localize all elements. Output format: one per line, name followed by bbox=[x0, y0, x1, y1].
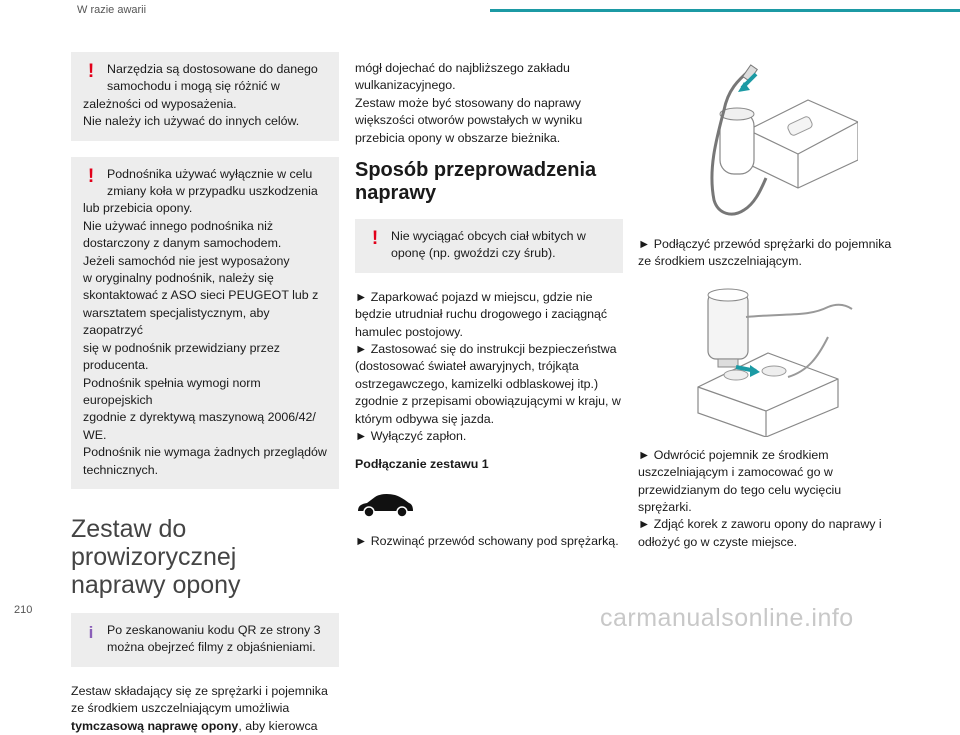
car-silhouette-icon bbox=[355, 489, 415, 519]
warning-line: zależności od wyposażenia. bbox=[83, 96, 237, 111]
step-line: którym odbywa się jazda. bbox=[355, 411, 495, 426]
section-heading-procedure bbox=[355, 159, 623, 205]
exclamation-icon: ! bbox=[371, 228, 379, 250]
exclamation-icon: ! bbox=[87, 61, 95, 82]
column-1 bbox=[71, 52, 339, 735]
section-title: W razie awarii bbox=[77, 4, 147, 16]
warning-line: technicznych. bbox=[83, 462, 159, 477]
warning-line: oponę (np. gwoździ czy śrub). bbox=[391, 246, 556, 261]
compressor-hose-illustration bbox=[658, 60, 858, 220]
text-line: wulkanizacyjnego. bbox=[355, 78, 456, 93]
warning-line: samochodu i mogą się różnić w bbox=[107, 79, 280, 94]
intro-line-last bbox=[71, 718, 339, 735]
warning-line: zgodnie z dyrektywą maszynową 2006/42/ bbox=[83, 410, 316, 425]
heading-line: naprawy bbox=[355, 182, 437, 205]
intro-line: Zestaw składający się ze sprężarki i pojemnika bbox=[71, 683, 328, 698]
info-line: Po zeskanowaniu kodu QR ze strony 3 bbox=[107, 622, 321, 637]
text-line: większości otworów powstałych w wyniku bbox=[355, 113, 583, 128]
text-line: mógł dojechać do najbliższego zakładu bbox=[355, 61, 570, 75]
canister-mount-illustration bbox=[678, 287, 878, 437]
warning-line: WE. bbox=[83, 427, 107, 442]
info-icon: i bbox=[88, 622, 94, 642]
warning-line: Podnośnik nie wymaga żadnych przeglądów bbox=[83, 445, 327, 460]
steps-list bbox=[355, 289, 623, 446]
column-2 bbox=[355, 60, 623, 550]
header-accent-bar bbox=[490, 9, 960, 12]
warning-line: Nie należy ich używać do innych celów. bbox=[83, 114, 300, 129]
step-line: przewidzianym do tego celu wycięciu sprężarki. bbox=[638, 482, 842, 515]
text-line: przebicia opony w obszarze bieżnika. bbox=[355, 130, 561, 145]
step-line: uszczelniającym i zamocować go w bbox=[638, 465, 833, 480]
step-line: zgodnie z przepisami obowiązującymi w kraju, w bbox=[355, 394, 621, 409]
step-line: ► Odwrócić pojemnik ze środkiem bbox=[638, 447, 829, 462]
page-number: 210 bbox=[14, 604, 33, 616]
step-block-1 bbox=[638, 236, 898, 271]
warning-line: lub przebicia opony. bbox=[83, 201, 193, 216]
step-line: (dostosować świateł awaryjnych, trójkąta bbox=[355, 359, 579, 374]
step-line: ► Rozwinąć przewód schowany pod sprężarką. bbox=[355, 533, 619, 548]
step-line: ► Podłączyć przewód sprężarki do pojemnika bbox=[638, 237, 892, 251]
step-block-2 bbox=[638, 447, 898, 551]
step-line: hamulec postojowy. bbox=[355, 324, 463, 339]
heading-line: naprawy opony bbox=[71, 570, 241, 599]
warning-line: zmiany koła w przypadku uszkodzenia bbox=[107, 184, 318, 199]
warning-line: Nie wyciągać obcych ciał wbitych w bbox=[391, 229, 586, 244]
info-line: można obejrzeć filmy z objaśnieniami. bbox=[107, 640, 316, 655]
step-line: ► Zastosować się do instrukcji bezpieczeństwa bbox=[355, 342, 617, 357]
heading-line: Sposób przeprowadzenia bbox=[355, 159, 597, 182]
warning-line: Nie używać innego podnośnika niż bbox=[83, 218, 274, 233]
warning-line: warsztatem specjalistycznym, aby zaopatrzyć bbox=[83, 305, 270, 338]
warning-line: dostarczony z danym samochodem. bbox=[83, 236, 282, 251]
warning-line: Jeżeli samochód nie jest wyposażony bbox=[83, 253, 290, 268]
intro-continued bbox=[355, 60, 623, 147]
heading-line: Zestaw do prowizorycznej bbox=[71, 514, 237, 571]
step-line: ostrzegawczego, kamizelki odblaskowej itp.) bbox=[355, 376, 599, 391]
intro-line: ze środkiem uszczelniającym umożliwia bbox=[71, 701, 290, 716]
warning-line: Narzędzia są dostosowane do danego bbox=[107, 62, 318, 76]
step-line: ze środkiem uszczelniającym. bbox=[638, 254, 802, 269]
section-heading-repair-kit bbox=[71, 515, 339, 599]
step-line: odłożyć go w czyste miejsce. bbox=[638, 534, 798, 549]
exclamation-icon: ! bbox=[87, 165, 95, 187]
intro-tail: , aby kierowca bbox=[238, 718, 318, 733]
warning-line: producenta. bbox=[83, 358, 149, 373]
warning-box-objects bbox=[355, 219, 623, 273]
warning-box-tools bbox=[71, 52, 339, 141]
column-3 bbox=[638, 60, 898, 551]
step-line: ► Wyłączyć zapłon. bbox=[355, 429, 467, 444]
warning-line: Podnośnik spełnia wymogi norm europejskich bbox=[83, 375, 261, 407]
warning-box-jack bbox=[71, 157, 339, 489]
intro-bold: tymczasową naprawę opony bbox=[71, 718, 239, 733]
watermark: carmanualsonline.info bbox=[600, 604, 854, 632]
text-line: Zestaw może być stosowany do naprawy bbox=[355, 95, 581, 110]
step-line: ► Zaparkować pojazd w miejscu, gdzie nie bbox=[355, 289, 593, 304]
step-line: będzie utrudniał ruchu drogowego i zaciągnąć bbox=[355, 307, 608, 322]
warning-line: skontaktować z ASO sieci PEUGEOT lub z bbox=[83, 288, 319, 303]
warning-line: w oryginalny podnośnik, należy się bbox=[83, 271, 274, 286]
step-line: ► Zdjąć korek z zaworu opony do naprawy i bbox=[638, 517, 882, 532]
warning-line: Podnośnika używać wyłącznie w celu bbox=[107, 166, 313, 181]
subheading-connect-kit: Podłączanie zestawu 1 bbox=[355, 456, 489, 471]
warning-line: się w podnośnik przewidziany przez bbox=[83, 340, 280, 355]
